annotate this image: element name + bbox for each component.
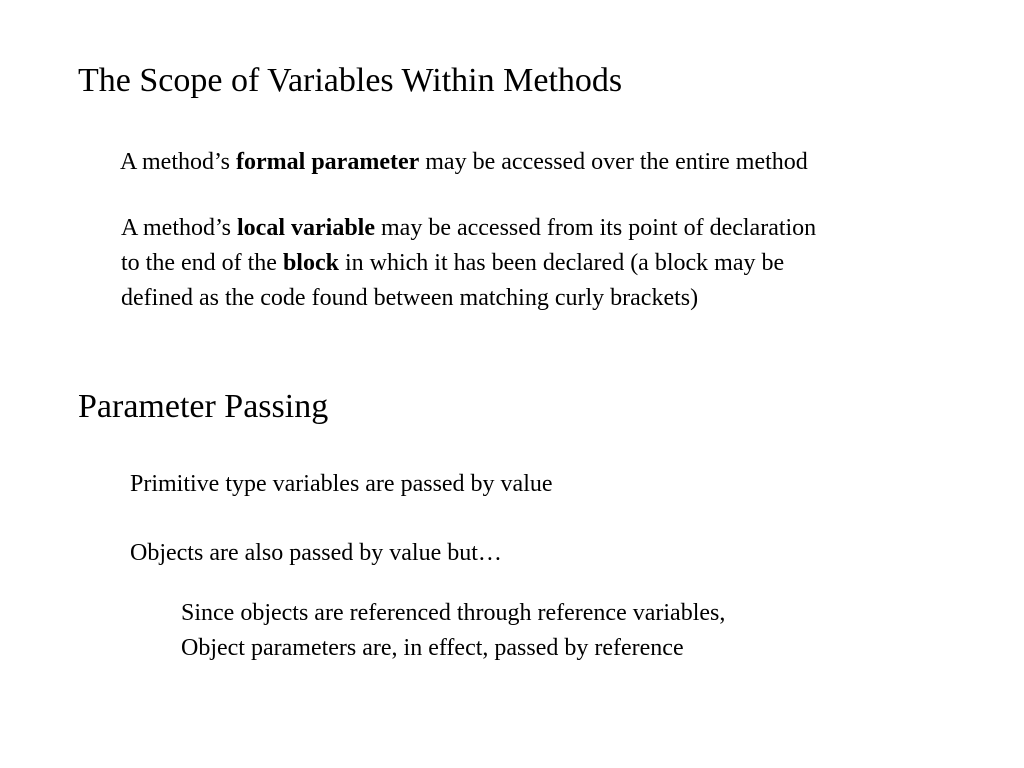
objects-passing-text: Objects are also passed by value but… xyxy=(130,540,502,566)
reference-passing-text xyxy=(181,596,725,666)
heading-scope-of-variables: The Scope of Variables Within Methods xyxy=(78,62,623,99)
local-variable-line-1 xyxy=(121,211,816,246)
local-variable-text xyxy=(121,211,816,316)
local-variable-suffix: may be accessed from its point of declaration xyxy=(375,215,817,241)
formal-parameter-term: formal parameter xyxy=(236,149,420,175)
block-term: block xyxy=(282,250,339,276)
reference-line-2: Object parameters are, in effect, passed by reference xyxy=(181,635,684,661)
block-prefix: to the end of the xyxy=(121,250,283,276)
block-suffix: in which it has been declared (a block may be xyxy=(338,250,785,276)
heading-parameter-passing: Parameter Passing xyxy=(78,388,329,425)
local-variable-line-2 xyxy=(121,246,816,281)
formal-parameter-suffix: may be accessed over the entire method xyxy=(419,149,808,175)
reference-line-1: Since objects are referenced through reference variables, xyxy=(181,600,726,626)
local-variable-prefix: A method’s xyxy=(121,215,238,241)
formal-parameter-prefix: A method’s xyxy=(120,149,237,175)
primitive-passing-text: Primitive type variables are passed by value xyxy=(130,471,553,497)
local-variable-line-3: defined as the code found between matching curly brackets) xyxy=(121,285,699,311)
local-variable-term: local variable xyxy=(237,215,375,241)
formal-parameter-text xyxy=(120,145,808,180)
